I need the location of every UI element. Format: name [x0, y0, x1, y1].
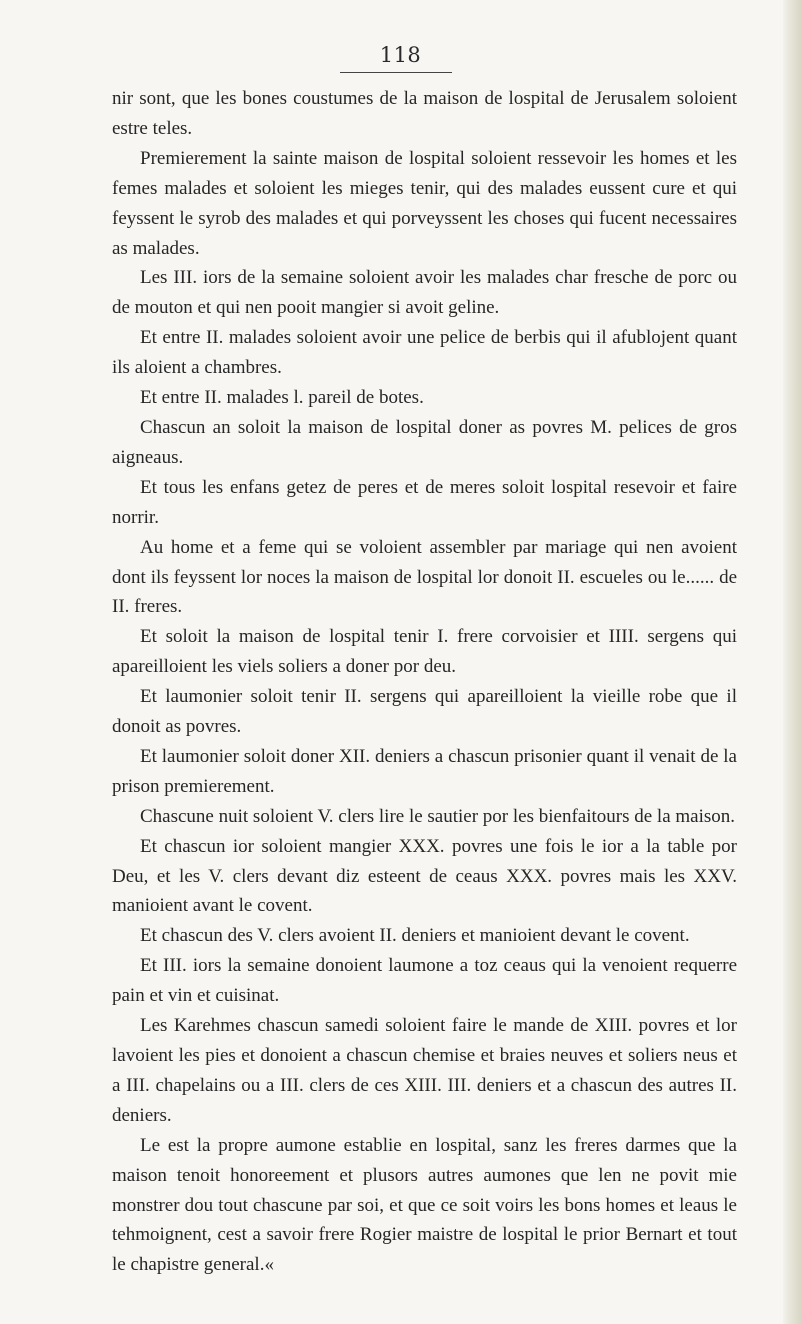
paragraph-17: Le est la propre aumone establie en lospital, sanz les freres darmes que la maison tenoit honoreement et plusors autres aumones que len ne povit mie monstrer dou tout chascune par soi, et que ce soit voirs les bons homes et leaus le tehmoignent, cest a savoir frere Rogier maistre de lospital le prior Bernart et tout le chapistre general.«	[112, 1134, 737, 1276]
paragraph-3: Les III. iors de la semaine soloient avoir les malades char fresche de porc ou de mouton et qui nen pooit mangier si avoit geline.	[112, 267, 737, 319]
paragraph-1: nir sont, que les bones coustumes de la maison de lospital de Jerusalem soloient estre teles.	[112, 88, 737, 139]
paragraph-8: Au home et a feme qui se voloient assembler par mariage qui nen avoient dont ils feyssent lor noces la maison de lospital lor donoit II. escueles ou le...... de II. freres.	[112, 536, 737, 618]
paragraph-6: Chascun an soloit la maison de lospital doner as povres M. pelices de gros aigneaus.	[112, 416, 737, 468]
paragraph-11: Et laumonier soloit doner XII. deniers a chascun prisonier quant il venait de la prison premierement.	[112, 745, 737, 797]
paragraph-5: Et entre II. malades l. pareil de botes.	[140, 387, 424, 409]
page-edge-shadow	[783, 0, 801, 1324]
paragraph-10: Et laumonier soloit tenir II. sergens qui apareilloient la vieille robe que il donoit as povres.	[112, 686, 737, 738]
paragraph-2: Premierement la sainte maison de lospital soloient ressevoir les homes et les femes malades et soloient les mieges tenir, qui des malades eussent cure et qui feyssent le syrob des malades et qui porveyssent les choses qui fucent necessaires as malades.	[112, 147, 737, 259]
page-number: 118	[379, 43, 422, 67]
paragraph-4: Et entre II. malades soloient avoir une pelice de berbis qui il afublojent quant ils aloient a chambres.	[112, 327, 737, 379]
paragraph-7: Et tous les enfans getez de peres et de meres soloit lospital resevoir et faire norrir.	[112, 476, 737, 528]
page-number-rule	[340, 72, 452, 73]
paragraph-13: Et chascun ior soloient mangier XXX. povres une fois le ior a la table por Deu, et les V. clers devant diz esteent de ceaus XXX. povres mais les XXV. manioient avant le covent.	[112, 835, 737, 917]
paragraph-15: Et III. iors la semaine donoient laumone a toz ceaus qui la venoient requerre pain et vin et cuisinat.	[112, 955, 737, 1007]
paragraph-14: Et chascun des V. clers avoient II. deniers et manioient devant le covent.	[140, 925, 690, 947]
body-text	[112, 84, 737, 1280]
paragraph-12: Chascune nuit soloient V. clers lire le sautier por les bienfaitours de la maison.	[140, 805, 736, 827]
paragraph-9: Et soloit la maison de lospital tenir I. frere corvoisier et IIII. sergens qui apareilloient les viels soliers a doner por deu.	[112, 626, 737, 678]
paragraph-16: Les Karehmes chascun samedi soloient faire le mande de XIII. povres et lor lavoient les pies et donoient a chascun chemise et braies neuves et soliers neus et a III. chapelains ou a III. clers de ces XIII. III. deniers et a chascun des autres II. deniers.	[112, 1015, 737, 1126]
